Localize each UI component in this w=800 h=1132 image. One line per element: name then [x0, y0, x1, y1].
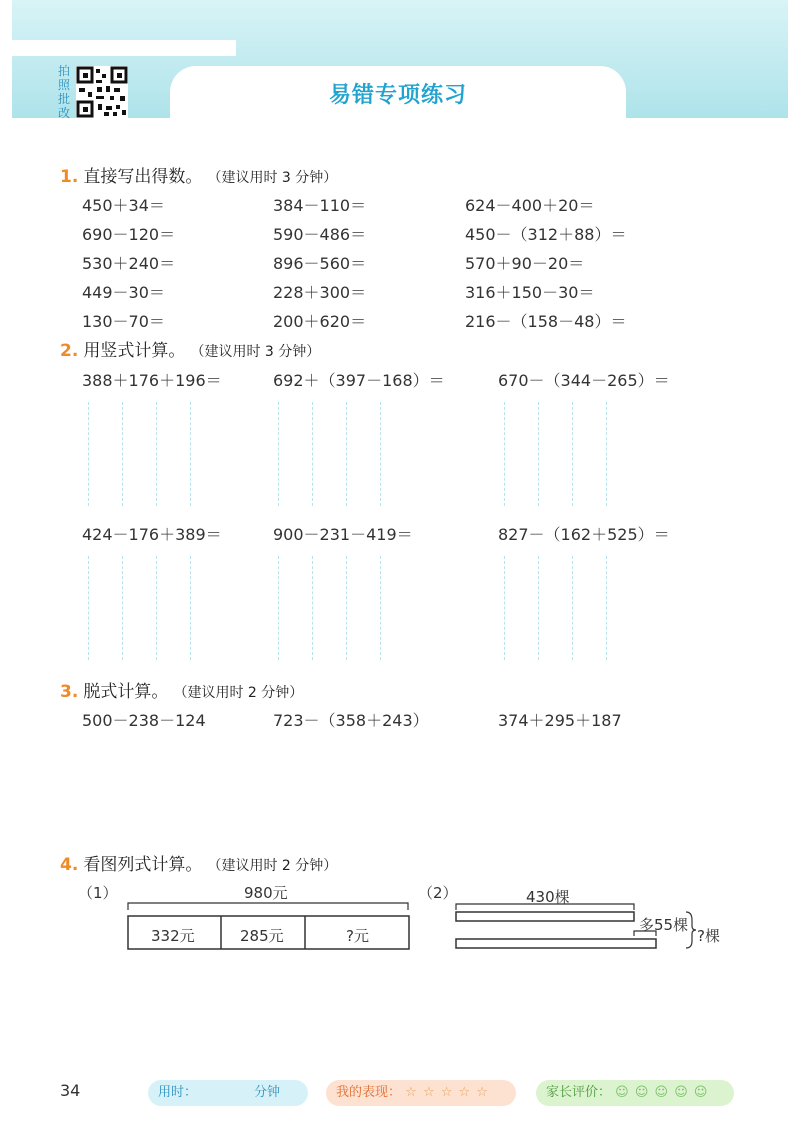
column-guide: [190, 556, 191, 660]
section-hint: （建议用时 2 分钟）: [207, 858, 338, 874]
diagram-2-label: （2）: [418, 884, 458, 902]
section-hint: （建议用时 3 分钟）: [207, 170, 338, 186]
page-number: 34: [60, 1081, 81, 1100]
column-guide: [504, 402, 505, 506]
column-guide: [122, 556, 123, 660]
problem: 449－30＝: [82, 283, 165, 302]
column-guide: [346, 556, 347, 660]
column-guide: [606, 556, 607, 660]
column-guide: [312, 402, 313, 506]
column-guide: [380, 402, 381, 506]
column-guide: [606, 402, 607, 506]
total-brace: [128, 903, 408, 910]
column-guide: [122, 402, 123, 506]
column-guide: [278, 556, 279, 660]
diagram-2-question: ?棵: [697, 927, 720, 945]
problem: 530＋240＝: [82, 254, 176, 273]
bar-bottom: [456, 939, 656, 948]
column-guide: [156, 402, 157, 506]
problem: 500－238－124: [82, 711, 206, 730]
problem: 670－（344－265）＝: [498, 371, 670, 390]
section-3-heading: [60, 677, 303, 702]
section-number: 3.: [60, 682, 79, 702]
diagram-1-label: （1）: [78, 884, 118, 902]
column-guide: [156, 556, 157, 660]
section-2-heading: [60, 336, 320, 361]
section-hint: （建议用时 2 分钟）: [173, 685, 304, 701]
section-number: 2.: [60, 341, 79, 361]
bar-top: [456, 912, 634, 921]
parent-evaluation[interactable]: [536, 1080, 734, 1106]
side-char: 批: [57, 92, 70, 106]
column-guide: [538, 402, 539, 506]
section-4-heading: [60, 850, 337, 875]
qr-code-icon[interactable]: [76, 66, 128, 118]
problem: 827－（162＋525）＝: [498, 525, 670, 544]
problem: 216－（158－48）＝: [465, 312, 627, 331]
problem: 590－486＝: [273, 225, 367, 244]
diagram-2-difference: 多55棵: [639, 916, 689, 934]
page-title: 易错专项练习: [328, 83, 467, 108]
column-guide: [572, 402, 573, 506]
problem: 900－231－419＝: [273, 525, 413, 544]
column-guide: [572, 556, 573, 660]
time-unit: 分钟: [254, 1085, 281, 1100]
section-hint: （建议用时 3 分钟）: [190, 344, 321, 360]
performance-rating[interactable]: [326, 1080, 516, 1106]
star-rating-icons[interactable]: ☆ ☆ ☆ ☆ ☆: [405, 1085, 489, 1100]
photo-correction-label: [56, 64, 72, 120]
problem: 624－400＋20＝: [465, 196, 595, 215]
problem: 896－560＝: [273, 254, 367, 273]
section-title: 脱式计算。: [83, 682, 169, 702]
problem: 228＋300＝: [273, 283, 367, 302]
column-guide: [380, 556, 381, 660]
column-guide: [346, 402, 347, 506]
side-char: 照: [57, 78, 70, 92]
section-number: 4.: [60, 855, 79, 875]
problem: 692＋（397－168）＝: [273, 371, 445, 390]
problem: 450＋34＝: [82, 196, 165, 215]
performance-label: 我的表现：: [336, 1085, 402, 1100]
section-1-heading: [60, 162, 337, 187]
column-guide: [190, 402, 191, 506]
problem: 570＋90－20＝: [465, 254, 585, 273]
side-char: 改: [57, 106, 70, 120]
smiley-face-icons[interactable]: ☺ ☺ ☺ ☺ ☺: [615, 1085, 709, 1100]
time-label: 用时：: [158, 1085, 198, 1100]
segment-value: ?元: [346, 927, 369, 945]
section-number: 1.: [60, 167, 79, 187]
column-guide: [88, 402, 89, 506]
section-title: 看图列式计算。: [83, 855, 203, 875]
problem: 200＋620＝: [273, 312, 367, 331]
segment-value: 332元: [151, 927, 195, 945]
problem: 723－（358＋243）: [273, 711, 429, 730]
problem: 388＋176＋196＝: [82, 371, 222, 390]
problem: 316＋150－30＝: [465, 283, 595, 302]
column-guide: [538, 556, 539, 660]
time-used-field[interactable]: [148, 1080, 308, 1106]
section-title: 直接写出得数。: [83, 167, 203, 187]
side-char: 拍: [57, 64, 70, 78]
column-guide: [312, 556, 313, 660]
parent-evaluation-label: 家长评价：: [546, 1085, 612, 1100]
problem: 690－120＝: [82, 225, 176, 244]
segment-value: 285元: [240, 927, 284, 945]
top-brace: [456, 904, 634, 910]
diagram-1-total: 980元: [244, 884, 288, 902]
section-title: 用竖式计算。: [83, 341, 186, 361]
problem: 424－176＋389＝: [82, 525, 222, 544]
problem: 130－70＝: [82, 312, 165, 331]
column-guide: [88, 556, 89, 660]
problem: 450－（312＋88）＝: [465, 225, 627, 244]
problem: 384－110＝: [273, 196, 367, 215]
column-guide: [504, 556, 505, 660]
column-guide: [278, 402, 279, 506]
diagram-2-top-value: 430棵: [526, 888, 570, 906]
banner-strip: [12, 40, 236, 56]
problem: 374＋295＋187: [498, 711, 622, 730]
